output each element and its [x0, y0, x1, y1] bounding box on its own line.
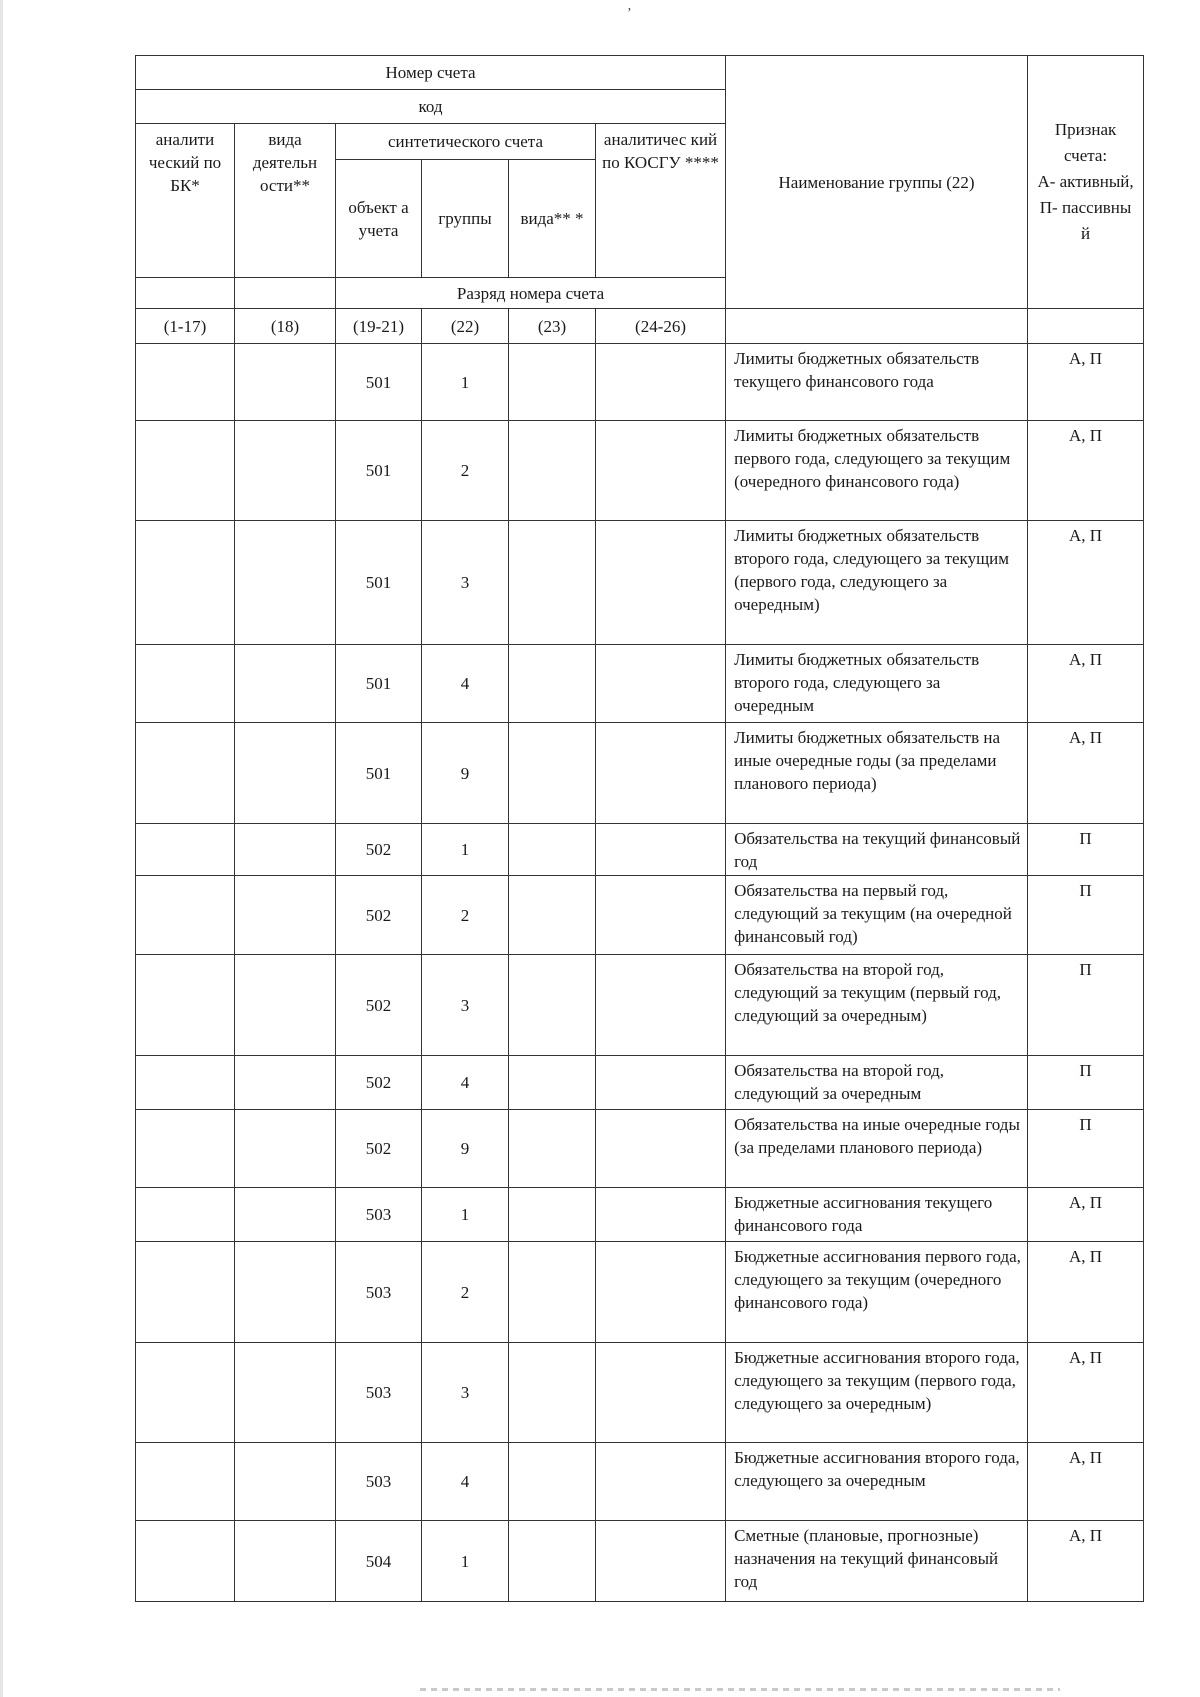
- cell-object: 501: [336, 344, 422, 421]
- cell-kind: [509, 645, 596, 723]
- table-row: [136, 955, 1144, 1056]
- header-empty-1: [136, 278, 235, 309]
- table-row: [136, 824, 1144, 876]
- cell-analytic-kosgu: [596, 1443, 726, 1521]
- cell-group: 3: [422, 521, 509, 645]
- cell-group-name: Сметные (плановые, прогнозные) назначения на текущий финансовый год: [726, 1521, 1028, 1602]
- cell-analytic-kosgu: [596, 955, 726, 1056]
- cell-account-sign: П: [1028, 955, 1144, 1056]
- table-row: [136, 1521, 1144, 1602]
- cell-analytic-kosgu: [596, 1343, 726, 1443]
- cell-activity: [235, 1188, 336, 1242]
- cell-kind: [509, 1343, 596, 1443]
- cell-group-name: Бюджетные ассигнования текущего финансового года: [726, 1188, 1028, 1242]
- table-row: [136, 421, 1144, 521]
- header-groups: группы: [422, 160, 509, 278]
- page-mark: ’: [627, 6, 632, 21]
- cell-activity: [235, 876, 336, 955]
- cell-group: 4: [422, 1056, 509, 1110]
- header-account-number: Номер счета: [136, 56, 726, 90]
- cell-group-name: Лимиты бюджетных обязательств текущего финансового года: [726, 344, 1028, 421]
- cell-analytic-bk: [136, 876, 235, 955]
- cell-activity: [235, 723, 336, 824]
- header-digit: Разряд номера счета: [336, 278, 726, 309]
- cell-group-name: Обязательства на текущий финансовый год: [726, 824, 1028, 876]
- cell-object: 503: [336, 1242, 422, 1343]
- cell-group-name: Бюджетные ассигнования первого года, следующего за текущим (очередного финансового года): [726, 1242, 1028, 1343]
- scan-noise: [420, 1688, 1060, 1691]
- cell-account-sign: А, П: [1028, 1521, 1144, 1602]
- cell-group-name: Лимиты бюджетных обязательств второго года, следующего за очередным: [726, 645, 1028, 723]
- cell-kind: [509, 824, 596, 876]
- cell-analytic-bk: [136, 1056, 235, 1110]
- header-group-name: Наименование группы (22): [726, 56, 1028, 309]
- header-kind: вида** *: [509, 160, 596, 278]
- cell-analytic-bk: [136, 1443, 235, 1521]
- cell-kind: [509, 1056, 596, 1110]
- cell-account-sign: А, П: [1028, 1443, 1144, 1521]
- cell-group: 9: [422, 723, 509, 824]
- cell-account-sign: А, П: [1028, 344, 1144, 421]
- table-row: [136, 1110, 1144, 1188]
- cell-group: 9: [422, 1110, 509, 1188]
- colnum-3: (19-21): [336, 309, 422, 344]
- cell-activity: [235, 344, 336, 421]
- cell-analytic-kosgu: [596, 1188, 726, 1242]
- cell-account-sign: А, П: [1028, 723, 1144, 824]
- cell-group-name: Бюджетные ассигнования второго года, следующего за очередным: [726, 1443, 1028, 1521]
- cell-account-sign: А, П: [1028, 421, 1144, 521]
- cell-activity: [235, 955, 336, 1056]
- header-analytic-bk: аналити ческий по БК*: [136, 124, 235, 278]
- cell-object: 502: [336, 876, 422, 955]
- table-row: [136, 521, 1144, 645]
- cell-analytic-kosgu: [596, 876, 726, 955]
- cell-group-name: Обязательства на второй год, следующий за очередным: [726, 1056, 1028, 1110]
- cell-analytic-bk: [136, 824, 235, 876]
- cell-analytic-kosgu: [596, 1110, 726, 1188]
- cell-object: 501: [336, 521, 422, 645]
- cell-group: 1: [422, 1188, 509, 1242]
- header-analytic-kosgu: аналитичес кий по КОСГУ ****: [596, 124, 726, 278]
- cell-analytic-bk: [136, 1521, 235, 1602]
- cell-activity: [235, 1343, 336, 1443]
- cell-object: 502: [336, 955, 422, 1056]
- cell-object: 504: [336, 1521, 422, 1602]
- cell-account-sign: А, П: [1028, 521, 1144, 645]
- cell-activity: [235, 1110, 336, 1188]
- cell-analytic-kosgu: [596, 344, 726, 421]
- cell-kind: [509, 521, 596, 645]
- cell-analytic-bk: [136, 1242, 235, 1343]
- cell-group: 2: [422, 1242, 509, 1343]
- cell-kind: [509, 955, 596, 1056]
- cell-account-sign: П: [1028, 1110, 1144, 1188]
- colnum-8: [1028, 309, 1144, 344]
- cell-kind: [509, 344, 596, 421]
- cell-kind: [509, 876, 596, 955]
- cell-group-name: Бюджетные ассигнования второго года, следующего за текущим (первого года, следующего за очередным): [726, 1343, 1028, 1443]
- colnum-4: (22): [422, 309, 509, 344]
- cell-group: 1: [422, 1521, 509, 1602]
- chart-of-accounts-table: [135, 55, 1144, 1602]
- cell-analytic-bk: [136, 723, 235, 824]
- table-row: [136, 1056, 1144, 1110]
- header-row-1: [136, 56, 1144, 90]
- header-account-sign: [1028, 56, 1144, 309]
- header-empty-2: [235, 278, 336, 309]
- colnum-1: (1-17): [136, 309, 235, 344]
- cell-analytic-bk: [136, 955, 235, 1056]
- header-activity: вида деятельн ости**: [235, 124, 336, 278]
- cell-kind: [509, 1242, 596, 1343]
- cell-group-name: Обязательства на первый год, следующий за текущим (на очередной финансовый год): [726, 876, 1028, 955]
- cell-group: 1: [422, 824, 509, 876]
- cell-object: 503: [336, 1188, 422, 1242]
- colnum-2: (18): [235, 309, 336, 344]
- cell-group: 1: [422, 344, 509, 421]
- cell-analytic-bk: [136, 421, 235, 521]
- cell-activity: [235, 1443, 336, 1521]
- cell-object: 503: [336, 1343, 422, 1443]
- cell-activity: [235, 521, 336, 645]
- cell-analytic-bk: [136, 1188, 235, 1242]
- table-row: [136, 344, 1144, 421]
- cell-object: 502: [336, 1056, 422, 1110]
- cell-group-name: Обязательства на иные очередные годы (за пределами планового периода): [726, 1110, 1028, 1188]
- header-sign-line2: А- активный, П- пассивны й: [1037, 172, 1134, 243]
- cell-kind: [509, 723, 596, 824]
- cell-group: 3: [422, 1343, 509, 1443]
- cell-activity: [235, 421, 336, 521]
- cell-group: 4: [422, 1443, 509, 1521]
- cell-activity: [235, 1056, 336, 1110]
- cell-group-name: Обязательства на второй год, следующий за текущим (первый год, следующий за очередным): [726, 955, 1028, 1056]
- cell-analytic-kosgu: [596, 824, 726, 876]
- cell-group: 2: [422, 876, 509, 955]
- cell-account-sign: А, П: [1028, 1242, 1144, 1343]
- cell-kind: [509, 421, 596, 521]
- table-row: [136, 1188, 1144, 1242]
- cell-group: 3: [422, 955, 509, 1056]
- cell-analytic-bk: [136, 645, 235, 723]
- cell-object: 502: [336, 824, 422, 876]
- cell-group: 4: [422, 645, 509, 723]
- cell-activity: [235, 824, 336, 876]
- cell-object: 501: [336, 645, 422, 723]
- colnum-7: [726, 309, 1028, 344]
- header-object: объект а учета: [336, 160, 422, 278]
- cell-account-sign: А, П: [1028, 1188, 1144, 1242]
- cell-analytic-kosgu: [596, 1056, 726, 1110]
- header-synthetic: синтетического счета: [336, 124, 596, 160]
- cell-activity: [235, 1521, 336, 1602]
- cell-object: 502: [336, 1110, 422, 1188]
- cell-account-sign: П: [1028, 824, 1144, 876]
- cell-activity: [235, 1242, 336, 1343]
- table-row: [136, 645, 1144, 723]
- cell-analytic-kosgu: [596, 421, 726, 521]
- cell-account-sign: А, П: [1028, 1343, 1144, 1443]
- cell-kind: [509, 1110, 596, 1188]
- cell-group: 2: [422, 421, 509, 521]
- cell-account-sign: А, П: [1028, 645, 1144, 723]
- column-number-row: [136, 309, 1144, 344]
- table-row: [136, 1443, 1144, 1521]
- table-row: [136, 1343, 1144, 1443]
- cell-kind: [509, 1443, 596, 1521]
- cell-kind: [509, 1521, 596, 1602]
- cell-kind: [509, 1188, 596, 1242]
- table-row: [136, 1242, 1144, 1343]
- cell-group-name: Лимиты бюджетных обязательств на иные очередные годы (за пределами планового периода): [726, 723, 1028, 824]
- colnum-5: (23): [509, 309, 596, 344]
- cell-analytic-kosgu: [596, 723, 726, 824]
- cell-analytic-bk: [136, 1343, 235, 1443]
- cell-analytic-kosgu: [596, 1521, 726, 1602]
- cell-group-name: Лимиты бюджетных обязательств второго года, следующего за текущим (первого года, следующего за очередным): [726, 521, 1028, 645]
- cell-object: 501: [336, 723, 422, 824]
- scan-edge: [0, 0, 3, 1697]
- table-row: [136, 723, 1144, 824]
- cell-object: 501: [336, 421, 422, 521]
- cell-activity: [235, 645, 336, 723]
- cell-account-sign: П: [1028, 876, 1144, 955]
- table-row: [136, 876, 1144, 955]
- cell-analytic-kosgu: [596, 645, 726, 723]
- colnum-6: (24-26): [596, 309, 726, 344]
- cell-analytic-bk: [136, 344, 235, 421]
- cell-group-name: Лимиты бюджетных обязательств первого года, следующего за текущим (очередного финансового года): [726, 421, 1028, 521]
- header-sign-line1: Признак счета:: [1054, 120, 1117, 165]
- cell-object: 503: [336, 1443, 422, 1521]
- cell-account-sign: П: [1028, 1056, 1144, 1110]
- header-code: код: [136, 90, 726, 124]
- cell-analytic-bk: [136, 1110, 235, 1188]
- cell-analytic-kosgu: [596, 1242, 726, 1343]
- cell-analytic-kosgu: [596, 521, 726, 645]
- cell-analytic-bk: [136, 521, 235, 645]
